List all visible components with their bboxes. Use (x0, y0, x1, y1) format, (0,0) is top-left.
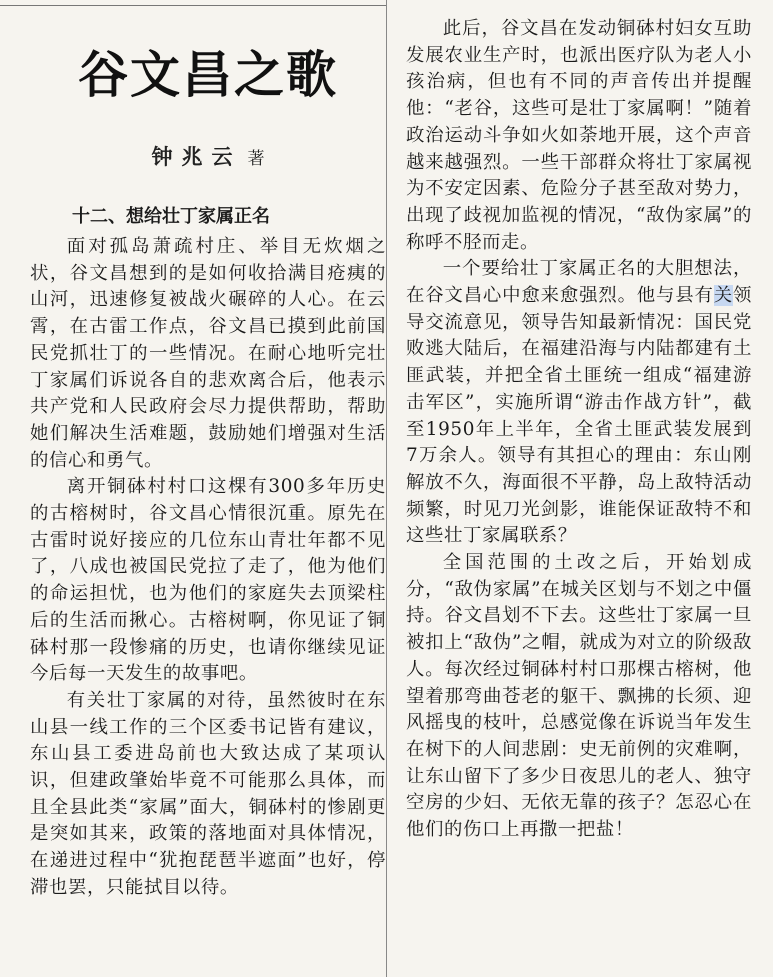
paragraph-1: 面对孤岛萧疏村庄、举目无炊烟之状，谷文昌想到的是如何收拾满目疮痍的山河，迅速修复被战火碾碎的人心。在云霄，在古雷工作点，谷文昌已摸到此前国民党抓壮丁的一些情况。在耐心地听完壮丁家属们诉说各自的悲欢离合后，他表示共产党和人民政府会尽力提供帮助，帮助她们解决生活难题，鼓励她们增强对生活的信心和勇气。 (30, 236, 386, 471)
paragraph-5-before: 一个要给壮丁家属正名的大胆想法，在谷文昌心中愈来愈强烈。他与县有 (406, 258, 752, 307)
right-body (406, 16, 752, 844)
author-role: 著 (247, 149, 265, 169)
article-title: 谷文昌之歌 (78, 46, 338, 104)
author-name: 钟兆云 (151, 144, 242, 169)
paragraph-6: 全国范围的土改之后，开始划成分，“敌伪家属”在城关区划与不划之中僵持。谷文昌划不下去。这些壮丁家属一旦被扣上“敌伪”之帽，就成为对立的阶级敌人。每次经过铜砵村村口那棵古榕树，他望着那弯曲苍老的躯干、飘拂的长须、迎风摇曳的枝叶，总感觉像在诉说当年发生在树下的人间悲剧：史无前例的灾难啊，让东山留下了多少日夜思儿的老人、独守空房的少妇、无依无靠的孩子？怎忍心在他们的伤口上再撒一把盐！ (406, 552, 752, 841)
column-divider (386, 0, 387, 977)
paragraph-2: 离开铜砵村村口这棵有300多年历史的古榕树时，谷文昌心情很沉重。原先在古雷时说好接应的几位东山青壮年都不见了，八成也被国民党拉了走了，他为他们的命运担忧，也为他们的家庭失去顶梁柱后的生活而揪心。古榕树啊，你见证了铜砵村那一段惨痛的历史，也请你继续见证今后每一天发生的故事吧。 (30, 476, 386, 685)
section-heading: 十二、想给壮丁家属正名 (72, 206, 270, 227)
paragraph-5[interactable] (406, 256, 752, 550)
selected-text-highlight[interactable]: 关 (713, 285, 733, 307)
left-body (30, 234, 386, 902)
paragraph-4: 此后，谷文昌在发动铜砵村妇女互助发展农业生产时，也派出医疗队为老人小孩治病，但也有不同的声音传出并提醒他：“老谷，这些可是壮丁家属啊！”随着政治运动斗争如火如荼地开展，这个声音越来越强烈。一些干部群众将壮丁家属视为不安定因素、危险分子甚至敌对势力，出现了歧视加监视的情况，“敌伪家属”的称呼不胫而走。 (406, 18, 752, 253)
byline (30, 146, 386, 168)
top-rule (0, 0, 386, 6)
paragraph-5-after: 领导交流意见，领导告知最新情况：国民党败逃大陆后，在福建沿海与内陆都建有土匪武装，并把全省土匪统一组成“福建游击军区”，实施所谓“游击作战方针”，截至1950年上半年，全省土匪武装发展到7万余人。领导有其担心的理由：东山刚解放不久，海面很不平静，岛上敌特活动频繁，时见刀光剑影，谁能保证敌特不和这些壮丁家属联系？ (406, 285, 752, 547)
paragraph-3: 有关壮丁家属的对待，虽然彼时在东山县一线工作的三个区委书记皆有建议，东山县工委进岛前也大致达成了某项认识，但建政肇始毕竟不可能那么具体，而且全县此类“家属”面大，铜砵村的惨剧更是突如其来，政策的落地面对具体情况，在递进过程中“犹抱琵琶半遮面”也好，停滞也罢，只能拭目以待。 (30, 689, 386, 898)
